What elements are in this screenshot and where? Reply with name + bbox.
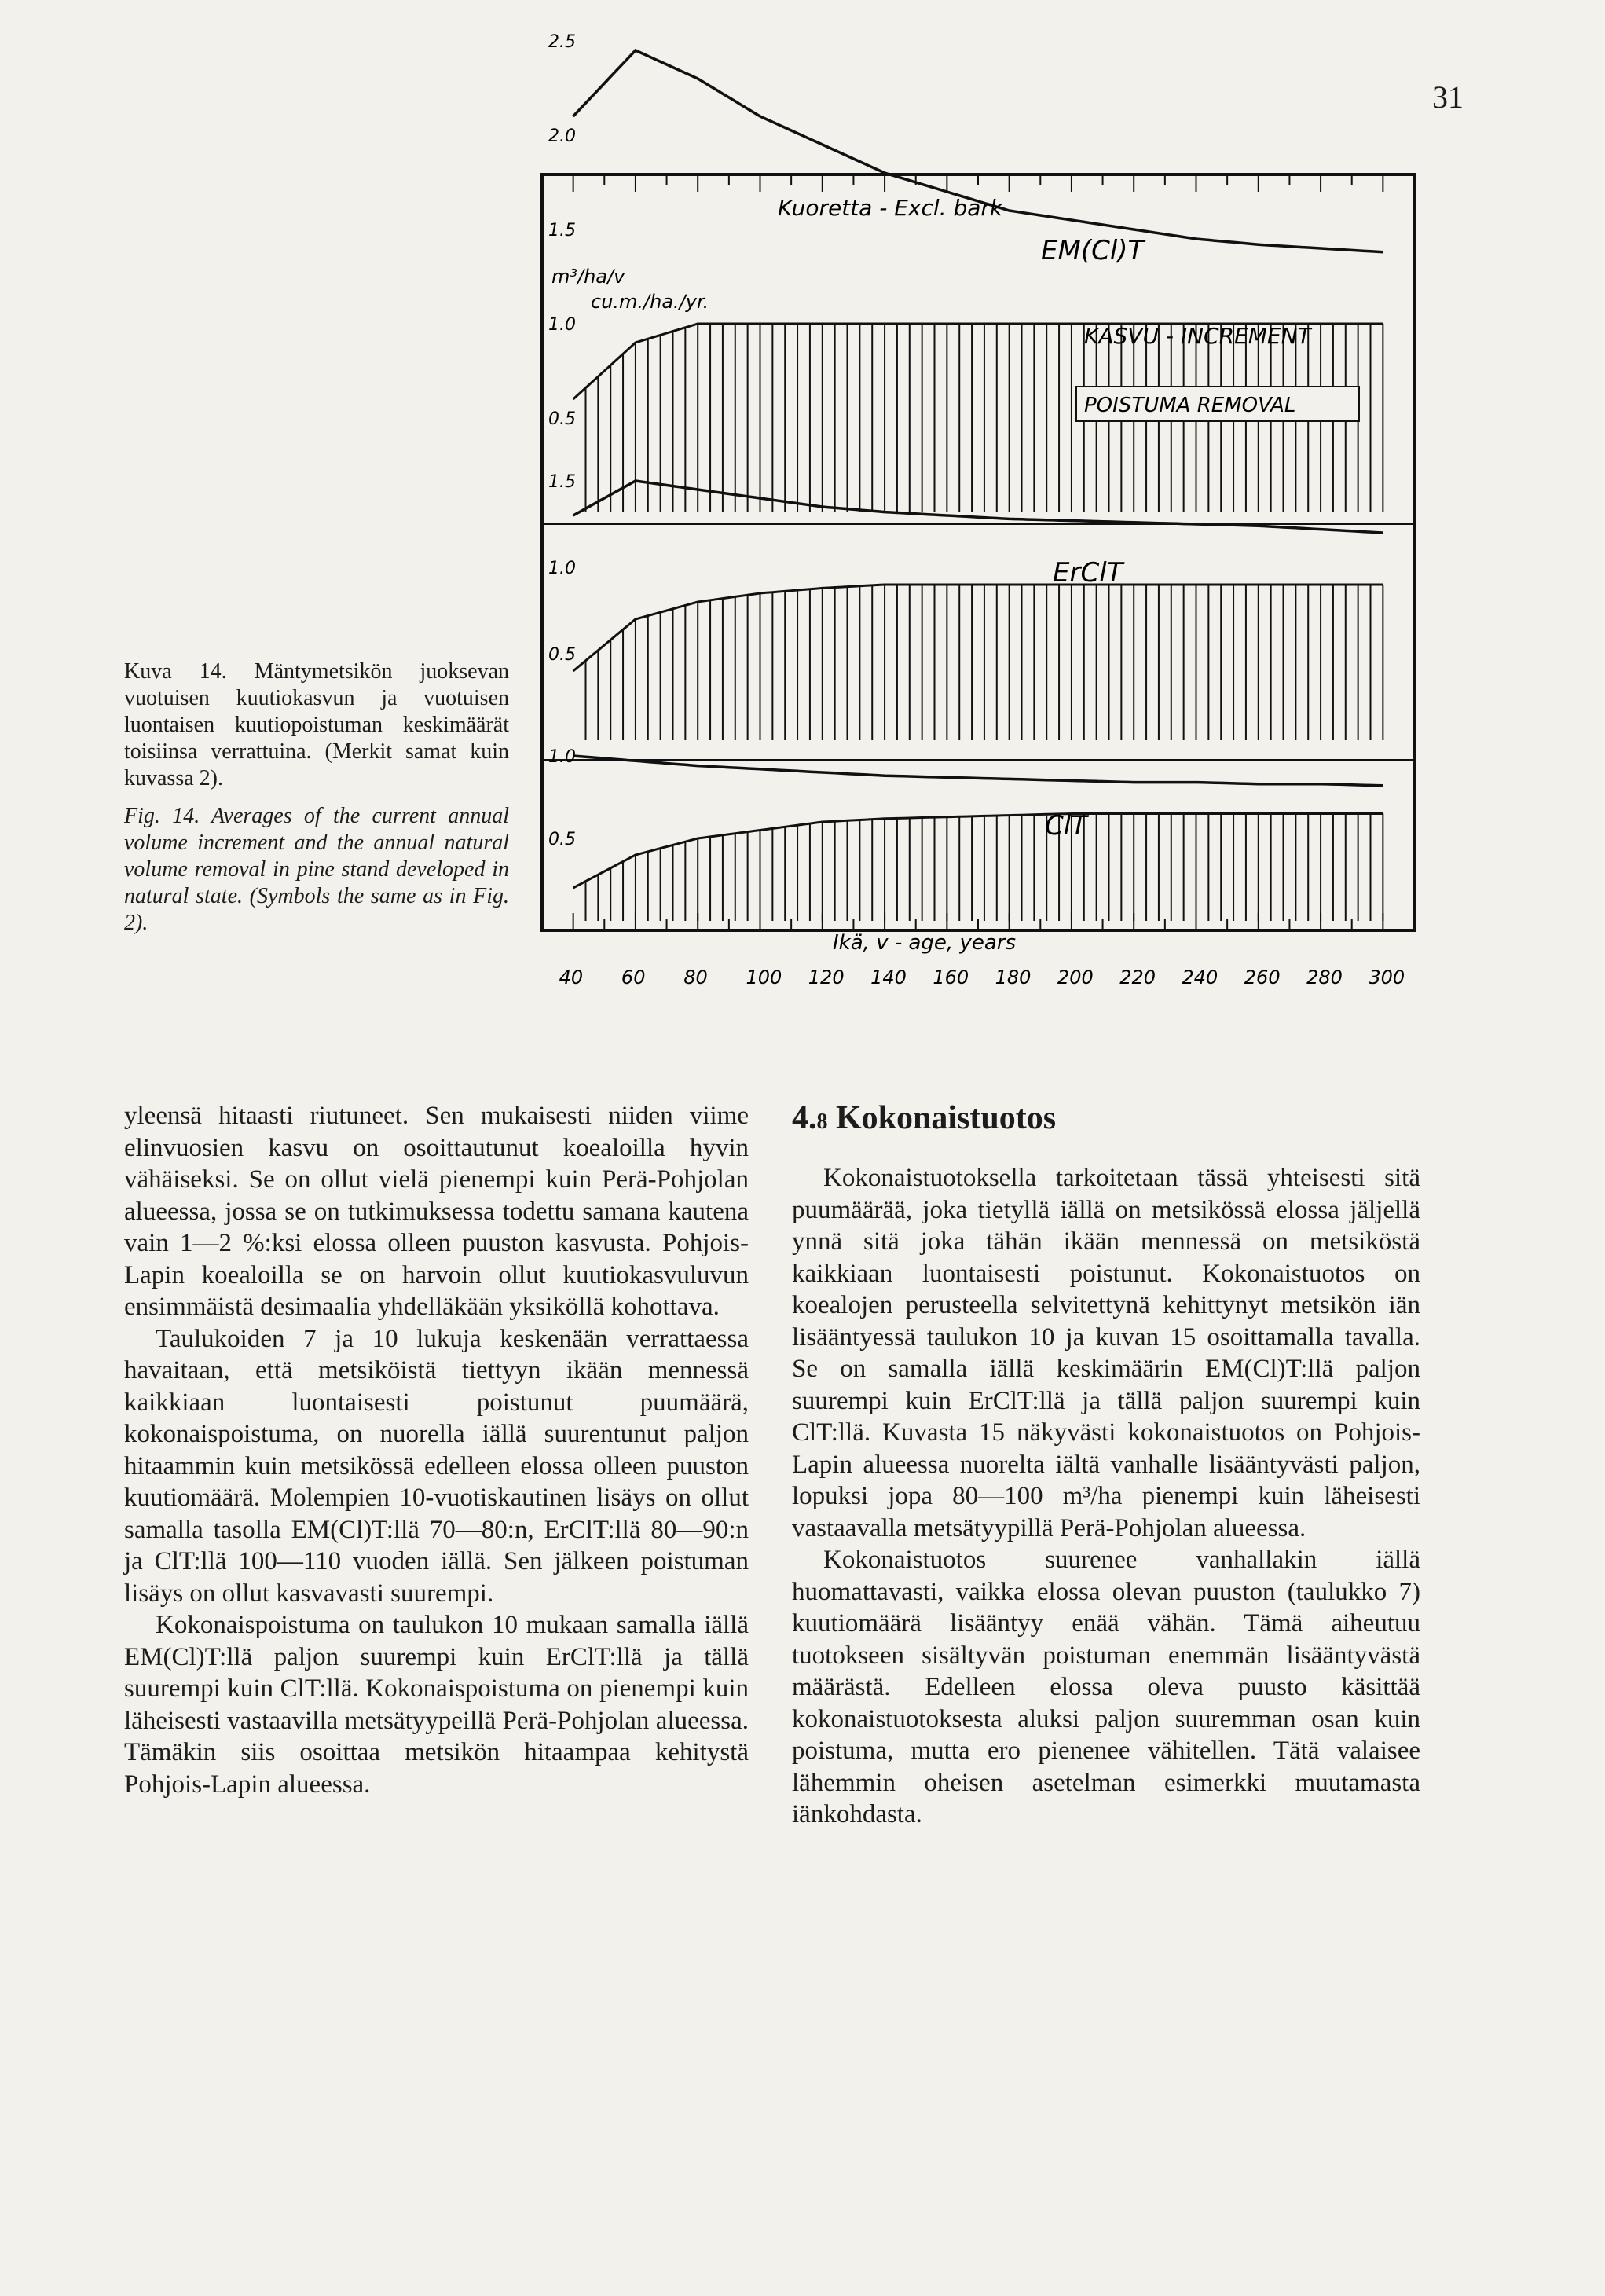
y-tick-label: 0.5 <box>548 645 576 665</box>
right-paragraph-1: Kokonaistuotoksella tarkoitetaan tässä yhteisesti sitä puumäärää, joka tietyllä iällä on metsikössä elossa jäljellä ynnä sitä joka tähän ikään mennessä on metsiköstä kaikkiaan luontaisesti poistunut. Kokonaistuotos on koealojen perusteella selvitettynä kehittynyt metsikön iän lisääntyessä taulukon 10 ja kuvan 15 osoittamalla tavalla. Se on samalla iällä keskimäärin EM(Cl)T:llä paljon suurempi kuin ErClT:llä ja tällä paljon suurempi kuin ClT:llä. Kuvasta 15 näkyvästi kokonaistuotos on Pohjois-Lapin alueessa nuorelta iältä vanhalle lisääntyvästi paljon, lopuksi jopa 80—100 m³/ha pienempi kuin läheisesti vastaavalla metsätyypillä Perä-Pohjolan alueessa. <box>792 1164 1420 1542</box>
label-removal: POISTUMA REMOVAL <box>1084 394 1296 417</box>
y-tick-label: 1.5 <box>548 472 576 492</box>
y-tick-label: 1.0 <box>548 747 576 767</box>
x-tick-label: 140 <box>870 966 907 988</box>
label-clt: ClT <box>1045 810 1087 842</box>
y-tick-label: 0.5 <box>548 830 576 849</box>
right-column <box>792 1100 1420 1831</box>
left-paragraph-2: Taulukoiden 7 ja 10 lukuja keskenään verrattaessa havaitaan, että metsiköistä tiettyyn ikään mennessä kaikkiaan luontaisesti poistunut puumäärä, kokonaispoistuma, on nuorella iällä suurentunut paljon hitaammin kuin metsikössä edelleen elossa olleen puuston kuutiomäärä. Molempien 10-vuotiskautinen lisäys on ollut samalla tasolla EM(Cl)T:llä 70—80:n, ErClT:llä 80—90:n ja ClT:llä 100—110 vuoden iällä. Sen jälkeen poistuman lisäys on ollut kasvavasti suurempi. <box>124 1324 749 1608</box>
y-tick-label: 0.5 <box>548 409 576 429</box>
x-tick-label: 240 <box>1182 966 1218 988</box>
y-tick-label: 1.5 <box>548 221 576 240</box>
section-heading <box>792 1100 1420 1140</box>
y-tick-label: 1.0 <box>548 559 576 578</box>
y-tick-label: 1.0 <box>548 315 576 335</box>
label-excl-bark: Kuoretta - Excl. bark <box>778 195 1003 221</box>
caption-english: Fig. 14. Averages of the current annual volume increment and the annual natural volume removal in pine stand developed in natural state. (Symbols the same as in Fig. 2). <box>124 804 509 935</box>
x-tick-label: 80 <box>683 966 708 988</box>
x-tick-label: 160 <box>933 966 969 988</box>
page-number: 31 <box>1432 79 1464 115</box>
x-tick-label: 120 <box>808 966 845 988</box>
x-tick-label: 40 <box>559 966 584 988</box>
y-tick-label: 2.5 <box>548 32 576 52</box>
x-axis-label: Ikä, v - age, years <box>833 931 1016 955</box>
figure-14 <box>542 32 1422 999</box>
x-tick-label: 60 <box>621 966 646 988</box>
right-paragraph-2: Kokonaistuotos suurenee vanhallakin iällä huomattavasti, vaikka elossa olevan puuston (taulukko 7) kuutiomäärä lisääntyy enää vähän. Tämä aiheutuu tuotokseen sisältyvän poistuman enemmän lisääntyvästä määrästä. Edelleen elossa oleva puusto käsittää kokonaistuotoksesta aluksi paljon suuremman osan kuin poistuma, mutta ero pienenee vähitellen. Tätä valaisee lähemmin oheisen asetelman esimerkki muutamasta iänkohdasta. <box>792 1546 1420 1828</box>
x-tick-label: 180 <box>995 966 1032 988</box>
label-unit-fi: m³/ha/v <box>551 266 625 288</box>
label-increment: KASVU - INCREMENT <box>1084 323 1311 349</box>
left-paragraph-3: Kokonaispoistuma on taulukon 10 mukaan samalla iällä EM(Cl)T:llä paljon suurempi kuin ErClT:llä ja tällä suurempi kuin ClT:llä. Kokonaispoistuma on pienempi kuin läheisesti vastaavilla metsätyypeillä Perä-Pohjolan alueessa. Tämäkin siis osoittaa metsikön hitaampaa kehitystä Pohjois-Lapin alueessa. <box>124 1611 749 1799</box>
y-tick-label: 2.0 <box>548 127 576 146</box>
x-tick-label: 280 <box>1306 966 1343 988</box>
x-tick-label: 200 <box>1057 966 1094 988</box>
section-subnumber: 8 <box>816 1109 828 1134</box>
x-tick-label: 260 <box>1244 966 1281 988</box>
x-tick-label: 300 <box>1369 966 1405 988</box>
x-tick-label: 100 <box>746 966 782 988</box>
label-emclt: EM(Cl)T <box>1041 235 1145 266</box>
left-paragraph-1: yleensä hitaasti riutuneet. Sen mukaisesti niiden viime elinvuosien kasvu on osoittautunut koealoilla hyvin vähäiseksi. Se on ollut vielä pienempi kuin Perä-Pohjolan alueessa, jossa se on tutkimuksessa todettu samana kautena vain 1—2 %:ksi elossa olleen puuston kasvusta. Pohjois-Lapin koealoilla se on harvoin ollut kuutiokasvuluvun ensimmäistä desimaalia yhdelläkään yksiköllä kohottava. <box>124 1102 749 1321</box>
label-erclt: ErClT <box>1053 557 1123 589</box>
figure-14-chart <box>542 32 1422 999</box>
section-number: 4. <box>792 1100 817 1136</box>
label-unit-en: cu.m./ha./yr. <box>591 291 709 313</box>
x-tick-label: 220 <box>1119 966 1156 988</box>
left-column <box>124 1100 749 1800</box>
figure-caption <box>124 658 509 948</box>
caption-finnish: Kuva 14. Mäntymetsikön juoksevan vuotuisen kuutiokasvun ja vuotuisen luontaisen kuutiopoistuman keskimäärät toisiinsa verrattuina. (Merkit samat kuin kuvassa 2). <box>124 659 509 790</box>
section-title: Kokonaistuotos <box>836 1100 1057 1136</box>
